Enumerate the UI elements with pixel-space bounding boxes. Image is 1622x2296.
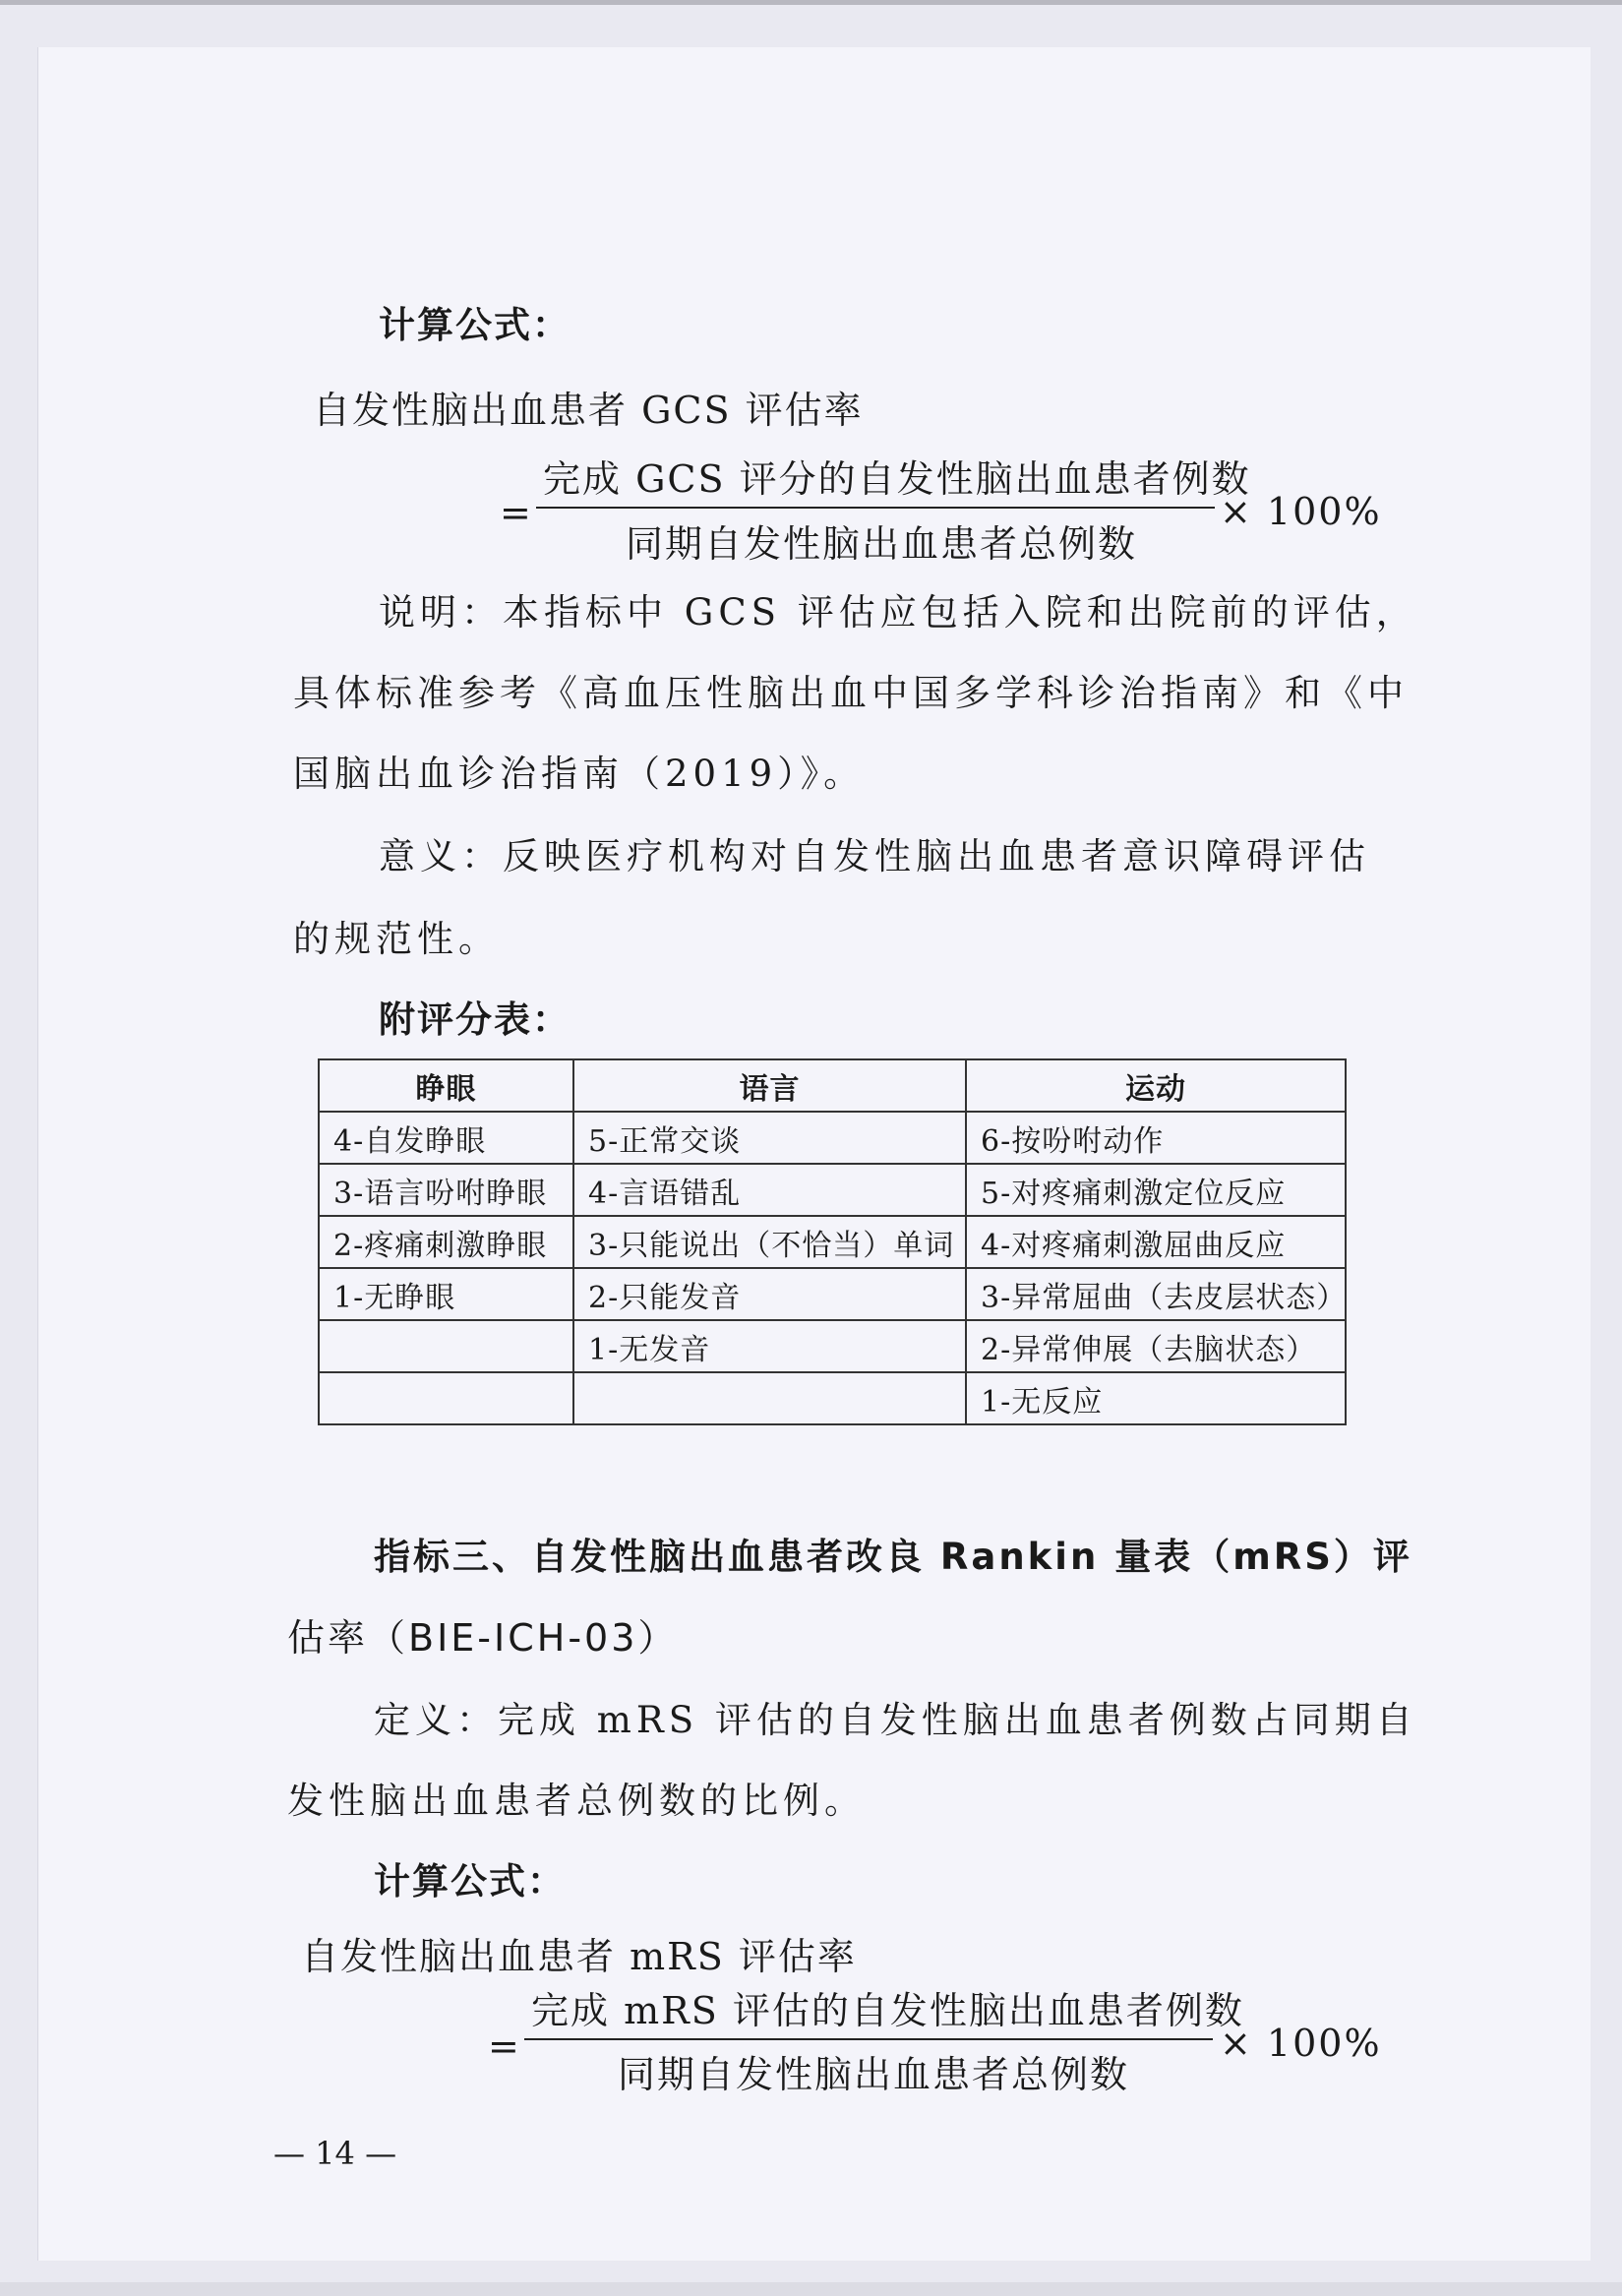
header-verbal: 语言 bbox=[573, 1059, 966, 1112]
scan-edge-bottom bbox=[0, 2282, 1622, 2296]
table-cell: 1-无反应 bbox=[966, 1372, 1346, 1424]
table-row bbox=[319, 1372, 1346, 1424]
table-cell: 4-对疼痛刺激屈曲反应 bbox=[966, 1216, 1346, 1268]
table-cell: 2-只能发音 bbox=[573, 1268, 966, 1320]
formula-denominator: 同期自发性脑出血患者总例数 bbox=[626, 522, 1138, 566]
table-cell: 3-只能说出（不恰当）单词 bbox=[573, 1216, 966, 1268]
formula-numerator-2: 完成 mRS 评估的自发性脑出血患者例数 bbox=[531, 1989, 1244, 2032]
header-motor: 运动 bbox=[966, 1059, 1346, 1112]
table-cell: 1-无发音 bbox=[573, 1320, 966, 1372]
table-row bbox=[319, 1216, 1346, 1268]
table-cell: 3-异常屈曲（去皮层状态） bbox=[966, 1268, 1346, 1320]
meaning-line-2: 的规范性。 bbox=[293, 918, 500, 960]
note-line-3: 国脑出血诊治指南（2019）》。 bbox=[293, 753, 866, 795]
table-cell: 5-正常交谈 bbox=[573, 1112, 966, 1164]
table-cell: 2-异常伸展（去脑状态） bbox=[966, 1320, 1346, 1372]
fraction-bar bbox=[536, 507, 1215, 509]
formula-multiplier-2: × 100% bbox=[1220, 2022, 1382, 2065]
table-row bbox=[319, 1320, 1346, 1372]
note-line-1: 说明：本指标中 GCS 评估应包括入院和出院前的评估， bbox=[379, 591, 1417, 634]
equals-sign: = bbox=[500, 491, 531, 534]
table-cell bbox=[573, 1372, 966, 1424]
header-eye-opening: 睁眼 bbox=[319, 1059, 573, 1112]
gcs-score-table bbox=[318, 1058, 1347, 1425]
table-row bbox=[319, 1268, 1346, 1320]
meaning-line-1: 意义：反映医疗机构对自发性脑出血患者意识障碍评估 bbox=[379, 835, 1370, 877]
table-row bbox=[319, 1112, 1346, 1164]
formula-multiplier: × 100% bbox=[1220, 490, 1382, 533]
table-cell: 4-自发睁眼 bbox=[319, 1112, 573, 1164]
table-heading: 附评分表： bbox=[379, 998, 571, 1041]
table-header-row bbox=[319, 1059, 1346, 1112]
formula-denominator-2: 同期自发性脑出血患者总例数 bbox=[618, 2053, 1130, 2096]
table-cell: 1-无睁眼 bbox=[319, 1268, 573, 1320]
formula-lhs: 自发性脑出血患者 GCS 评估率 bbox=[313, 389, 864, 432]
table-cell: 4-言语错乱 bbox=[573, 1164, 966, 1216]
formula-heading: 计算公式： bbox=[379, 304, 571, 346]
fraction-bar-2 bbox=[524, 2038, 1213, 2040]
equals-sign-2: = bbox=[488, 2024, 519, 2068]
formula-heading-2: 计算公式： bbox=[374, 1860, 566, 1903]
table-cell: 6-按吩咐动作 bbox=[966, 1112, 1346, 1164]
indicator-title-line-1: 指标三、自发性脑出血患者改良 Rankin 量表（mRS）评 bbox=[374, 1536, 1412, 1578]
table-cell: 5-对疼痛刺激定位反应 bbox=[966, 1164, 1346, 1216]
note-line-2: 具体标准参考《高血压性脑出血中国多学科诊治指南》和《中 bbox=[293, 672, 1409, 714]
scan-edge-top bbox=[0, 0, 1622, 5]
indicator-title-line-2: 估率（BIE-ICH-03） bbox=[287, 1616, 679, 1660]
formula-lhs-2: 自发性脑出血患者 mRS 评估率 bbox=[301, 1935, 857, 1978]
definition-line-1: 定义：完成 mRS 评估的自发性脑出血患者例数占同期自 bbox=[374, 1699, 1417, 1741]
definition-line-2: 发性脑出血患者总例数的比例。 bbox=[287, 1780, 866, 1822]
formula-numerator: 完成 GCS 评分的自发性脑出血患者例数 bbox=[543, 457, 1251, 501]
table-cell: 2-疼痛刺激睁眼 bbox=[319, 1216, 573, 1268]
table-cell: 3-语言吩咐睁眼 bbox=[319, 1164, 573, 1216]
table-row bbox=[319, 1164, 1346, 1216]
page-number: — 14 — bbox=[273, 2135, 397, 2172]
table-cell bbox=[319, 1372, 573, 1424]
table-cell bbox=[319, 1320, 573, 1372]
